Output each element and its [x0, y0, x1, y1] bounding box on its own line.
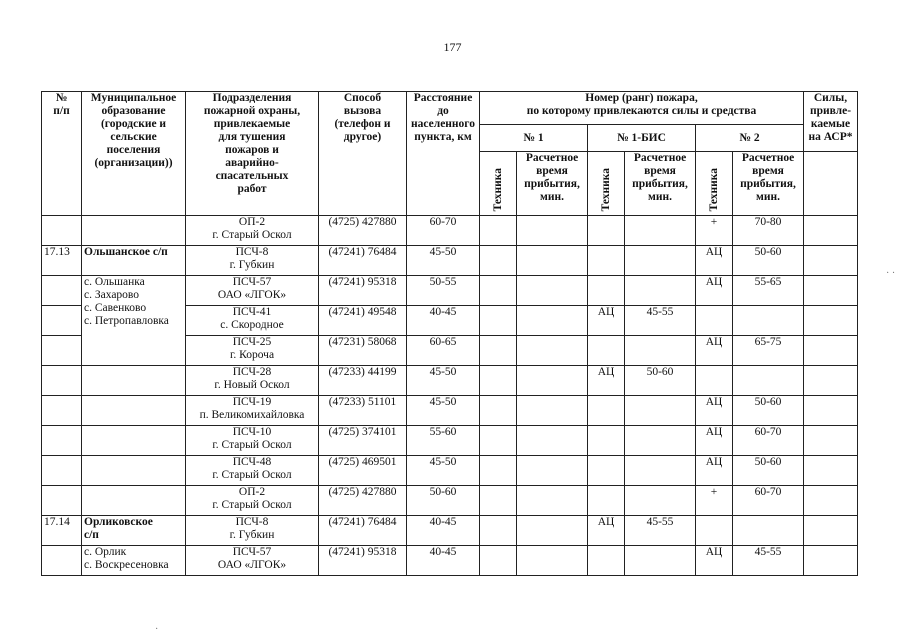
- unit-cell: ПСЧ-28 г. Новый Оскол: [186, 366, 319, 396]
- phone-cell: (47233) 51101: [319, 396, 407, 426]
- time-1-cell: [517, 396, 588, 426]
- unit-cell: ПСЧ-8 г. Губкин: [186, 516, 319, 546]
- header-rank-1bis: № 1-БИС: [588, 125, 696, 152]
- row-num: 17.13: [42, 246, 82, 276]
- row-num: [42, 306, 82, 336]
- unit-cell: ПСЧ-57 ОАО «ЛГОК»: [186, 276, 319, 306]
- row-num: [42, 216, 82, 246]
- asr-cell: [804, 306, 858, 336]
- municipality-cell: Орликовское с/п: [82, 516, 186, 546]
- time-2-cell: 50-60: [733, 456, 804, 486]
- unit-cell: ПСЧ-8 г. Губкин: [186, 246, 319, 276]
- time-1bis-cell: [625, 486, 696, 516]
- tech-2-cell: АЦ: [696, 246, 733, 276]
- municipality-cell: [82, 396, 186, 426]
- tech-1-cell: [480, 276, 517, 306]
- time-1bis-cell: 45-55: [625, 516, 696, 546]
- table-row: [42, 456, 858, 486]
- tech-2-cell: АЦ: [696, 426, 733, 456]
- header-rank-1: № 1: [480, 125, 588, 152]
- table-row: [42, 546, 858, 576]
- table-row: [42, 396, 858, 426]
- time-2-cell: 50-60: [733, 396, 804, 426]
- time-1bis-cell: [625, 546, 696, 576]
- header-tech-1bis: [588, 152, 625, 216]
- unit-cell: ПСЧ-41 с. Скородное: [186, 306, 319, 336]
- tech-1-cell: [480, 516, 517, 546]
- tech-2-cell: АЦ: [696, 276, 733, 306]
- tech-1-cell: [480, 486, 517, 516]
- table-row: [42, 276, 858, 306]
- unit-cell: ПСЧ-19 п. Великомихайловка: [186, 396, 319, 426]
- unit-cell: ПСЧ-48 г. Старый Оскол: [186, 456, 319, 486]
- row-num: [42, 426, 82, 456]
- phone-cell: (47241) 95318: [319, 276, 407, 306]
- time-2-cell: 60-70: [733, 486, 804, 516]
- time-2-cell: 65-75: [733, 336, 804, 366]
- tech-2-cell: АЦ: [696, 396, 733, 426]
- municipality-cell: [82, 426, 186, 456]
- phone-cell: (4725) 469501: [319, 456, 407, 486]
- asr-cell: [804, 216, 858, 246]
- tech-2-cell: +: [696, 216, 733, 246]
- tech-1-cell: [480, 336, 517, 366]
- row-num: [42, 366, 82, 396]
- unit-cell: ПСЧ-25 г. Короча: [186, 336, 319, 366]
- municipality-cell: [82, 366, 186, 396]
- unit-cell: ОП-2 г. Старый Оскол: [186, 486, 319, 516]
- header-num: № п/п: [42, 92, 82, 216]
- time-2-cell: [733, 366, 804, 396]
- time-2-cell: [733, 306, 804, 336]
- asr-cell: [804, 336, 858, 366]
- distance-cell: 50-55: [407, 276, 480, 306]
- municipality-cell: с. Ольшанка с. Захарово с. Савенково с. Петропавловка: [82, 276, 186, 366]
- time-1-cell: [517, 366, 588, 396]
- unit-cell: ПСЧ-10 г. Старый Оскол: [186, 426, 319, 456]
- header-time-1: Расчетное время прибытия, мин.: [517, 152, 588, 216]
- time-2-cell: 50-60: [733, 246, 804, 276]
- time-1-cell: [517, 456, 588, 486]
- phone-cell: (47233) 44199: [319, 366, 407, 396]
- tech-2-cell: [696, 516, 733, 546]
- tech-2-cell: АЦ: [696, 546, 733, 576]
- tech-1bis-cell: АЦ: [588, 306, 625, 336]
- distance-cell: 40-45: [407, 306, 480, 336]
- header-asr-blank: [804, 152, 858, 216]
- distance-cell: 40-45: [407, 516, 480, 546]
- header-time-1bis: Расчетное время прибытия, мин.: [625, 152, 696, 216]
- time-1-cell: [517, 546, 588, 576]
- table-row: [42, 216, 858, 246]
- municipality-cell: с. Орлик с. Воскресеновка: [82, 546, 186, 576]
- tech-1bis-cell: АЦ: [588, 366, 625, 396]
- tech-1-cell: [480, 306, 517, 336]
- tech-1-cell: [480, 366, 517, 396]
- asr-cell: [804, 486, 858, 516]
- tech-1bis-cell: [588, 546, 625, 576]
- table-row: [42, 486, 858, 516]
- time-1-cell: [517, 216, 588, 246]
- margin-mark-bottom: ·: [155, 624, 159, 635]
- time-1bis-cell: [625, 336, 696, 366]
- time-1bis-cell: [625, 216, 696, 246]
- time-1bis-cell: [625, 276, 696, 306]
- header-tech-2: [696, 152, 733, 216]
- time-1-cell: [517, 516, 588, 546]
- phone-cell: (47241) 76484: [319, 516, 407, 546]
- time-2-cell: 60-70: [733, 426, 804, 456]
- unit-cell: ПСЧ-57 ОАО «ЛГОК»: [186, 546, 319, 576]
- distance-cell: 55-60: [407, 426, 480, 456]
- tech-2-cell: [696, 306, 733, 336]
- row-num: [42, 336, 82, 366]
- tech-1-cell: [480, 426, 517, 456]
- phone-cell: (4725) 427880: [319, 216, 407, 246]
- phone-cell: (47241) 49548: [319, 306, 407, 336]
- distance-cell: 45-50: [407, 456, 480, 486]
- header-tech-1-label: Техника: [491, 167, 504, 211]
- time-1bis-cell: [625, 396, 696, 426]
- row-num: [42, 486, 82, 516]
- phone-cell: (4725) 374101: [319, 426, 407, 456]
- asr-cell: [804, 246, 858, 276]
- asr-cell: [804, 546, 858, 576]
- tech-1-cell: [480, 396, 517, 426]
- tech-1-cell: [480, 216, 517, 246]
- phone-cell: (4725) 427880: [319, 486, 407, 516]
- tech-1bis-cell: [588, 276, 625, 306]
- time-1bis-cell: 45-55: [625, 306, 696, 336]
- phone-cell: (47231) 58068: [319, 336, 407, 366]
- municipality-cell: Ольшанское с/п: [82, 246, 186, 276]
- time-2-cell: 45-55: [733, 546, 804, 576]
- time-1-cell: [517, 486, 588, 516]
- time-2-cell: 55-65: [733, 276, 804, 306]
- tech-1-cell: [480, 546, 517, 576]
- header-rank-2: № 2: [696, 125, 804, 152]
- distance-cell: 45-50: [407, 366, 480, 396]
- tech-1bis-cell: [588, 426, 625, 456]
- municipality-cell: [82, 216, 186, 246]
- tech-1bis-cell: [588, 246, 625, 276]
- time-1bis-cell: [625, 246, 696, 276]
- margin-mark: · ·: [886, 268, 896, 279]
- row-num: 17.14: [42, 516, 82, 546]
- tech-2-cell: АЦ: [696, 456, 733, 486]
- header-units: Подразделения пожарной охраны, привлекаемые для тушения пожаров и аварийно- спасательных работ: [186, 92, 319, 216]
- municipality-cell: [82, 456, 186, 486]
- tech-1bis-cell: [588, 216, 625, 246]
- header-call-method: Способ вызова (телефон и другое): [319, 92, 407, 216]
- asr-cell: [804, 426, 858, 456]
- table-row: [42, 366, 858, 396]
- header-municipality: Муниципальное образование (городские и сельские поселения (организации)): [82, 92, 186, 216]
- asr-cell: [804, 516, 858, 546]
- time-2-cell: 70-80: [733, 216, 804, 246]
- header-tech-1: [480, 152, 517, 216]
- header-distance: Расстояние до населенного пункта, км: [407, 92, 480, 216]
- municipality-cell: [82, 486, 186, 516]
- phone-cell: (47241) 76484: [319, 246, 407, 276]
- distance-cell: 60-70: [407, 216, 480, 246]
- distance-cell: 45-50: [407, 246, 480, 276]
- table-row: [42, 516, 858, 546]
- asr-cell: [804, 366, 858, 396]
- tech-1bis-cell: АЦ: [588, 516, 625, 546]
- row-num: [42, 456, 82, 486]
- time-1bis-cell: [625, 456, 696, 486]
- time-1-cell: [517, 336, 588, 366]
- row-num: [42, 546, 82, 576]
- header-asr: Силы, привле- каемые на АСР*: [804, 92, 858, 152]
- phone-cell: (47241) 95318: [319, 546, 407, 576]
- distance-cell: 50-60: [407, 486, 480, 516]
- table-row: [42, 426, 858, 456]
- tech-1bis-cell: [588, 396, 625, 426]
- table-row: [42, 246, 858, 276]
- unit-cell: ОП-2 г. Старый Оскол: [186, 216, 319, 246]
- time-1bis-cell: [625, 426, 696, 456]
- time-1bis-cell: 50-60: [625, 366, 696, 396]
- time-2-cell: [733, 516, 804, 546]
- distance-cell: 40-45: [407, 546, 480, 576]
- time-1-cell: [517, 246, 588, 276]
- distance-cell: 45-50: [407, 396, 480, 426]
- row-num: [42, 276, 82, 306]
- asr-cell: [804, 276, 858, 306]
- time-1-cell: [517, 306, 588, 336]
- tech-1bis-cell: [588, 486, 625, 516]
- fire-forces-table: [41, 91, 858, 576]
- distance-cell: 60-65: [407, 336, 480, 366]
- tech-2-cell: [696, 366, 733, 396]
- asr-cell: [804, 456, 858, 486]
- header-tech-2-label: Техника: [707, 167, 720, 211]
- header-rank-group: Номер (ранг) пожара, по которому привлекаются силы и средства: [480, 92, 804, 125]
- tech-1-cell: [480, 246, 517, 276]
- tech-2-cell: +: [696, 486, 733, 516]
- header-tech-1bis-label: Техника: [599, 167, 612, 211]
- time-1-cell: [517, 276, 588, 306]
- asr-cell: [804, 396, 858, 426]
- tech-1bis-cell: [588, 456, 625, 486]
- page-number: 177: [443, 40, 462, 54]
- tech-1-cell: [480, 456, 517, 486]
- time-1-cell: [517, 426, 588, 456]
- tech-1bis-cell: [588, 336, 625, 366]
- header-time-2: Расчетное время прибытия, мин.: [733, 152, 804, 216]
- tech-2-cell: АЦ: [696, 336, 733, 366]
- row-num: [42, 396, 82, 426]
